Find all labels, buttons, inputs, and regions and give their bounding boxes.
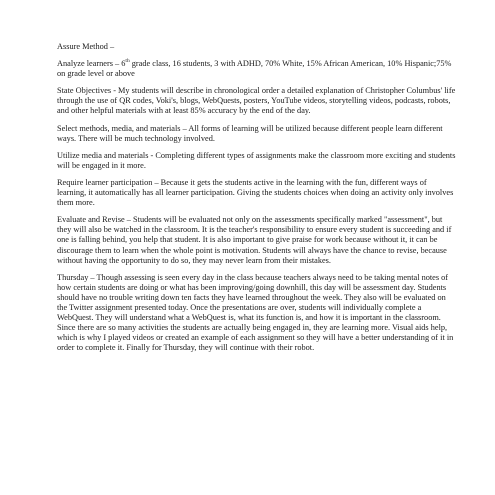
document-page: [57, 42, 457, 360]
ordinal-superscript: th: [125, 58, 130, 65]
document-heading: Assure Method –: [57, 42, 115, 51]
evaluate-revise-paragraph: Evaluate and Revise – Students will be evaluated not only on the assessments specifically marked "assessment", but they will also be watched in the classroom. It is the teacher's responsibility to ensure every student is succeeding and if one is falling behind, you help that student. It is also important to give praise for work because without it, it can be discourage them to learn when the whole point is motivation. Students will always have the chance to revise, because without having the opportunity to do so, they may never learn from their mistakes.: [57, 215, 452, 265]
analyze-learners-prefix: Analyze learners – 6: [57, 59, 126, 69]
state-objectives-paragraph: State Objectives - My students will describe in chronological order a detailed explanation of Christopher Columbus' life through the use of QR codes, Voki's, blogs, WebQuests, posters, YouTube videos, storytelling videos, podcasts, robots, and other helpful materials with at least 85% accuracy by the end of the day.: [57, 86, 456, 116]
thursday-paragraph: Thursday – Though assessing is seen every day in the class because teachers always need to be taking mental notes of how certain students are doing or what has been improving/going downhill, this day will be assessment day. Students should have no trouble writing down ten facts they have learned throughout the week. They also will be evaluated on the Twitter assignment presented today. Once the presentations are over, students will individually complete a WebQuest. They will understand what a WebQuest is, what its function is, and how it is important in the classroom. Since there are so many activities the students are actually being engaged in, they are learning more. Visual aids help, which is why I played videos or created an example of each assignment so they will have a better understanding of it in order to complete it. Finally for Thursday, they will continue with their robot.: [57, 272, 454, 353]
analyze-learners-paragraph: [57, 59, 457, 79]
utilize-media-paragraph: Utilize media and materials - Completing different types of assignments make the classroom more exciting and students will be engaged in it more.: [57, 150, 456, 170]
analyze-learners-suffix: grade class, 16 students, 3 with ADHD, 70% White, 15% African American, 10% Hispanic;75% on grade level or above: [57, 59, 452, 79]
require-participation-paragraph: Require learner participation – Because it gets the students active in the learning with the fun, different ways of learning, it automatically has all learner participation. Giving the students choices when doing an activity only involves them more.: [57, 177, 454, 208]
select-methods-paragraph: Select methods, media, and materials – All forms of learning will be utilized because different people learn different ways. There will be much technology involved.: [57, 123, 443, 143]
